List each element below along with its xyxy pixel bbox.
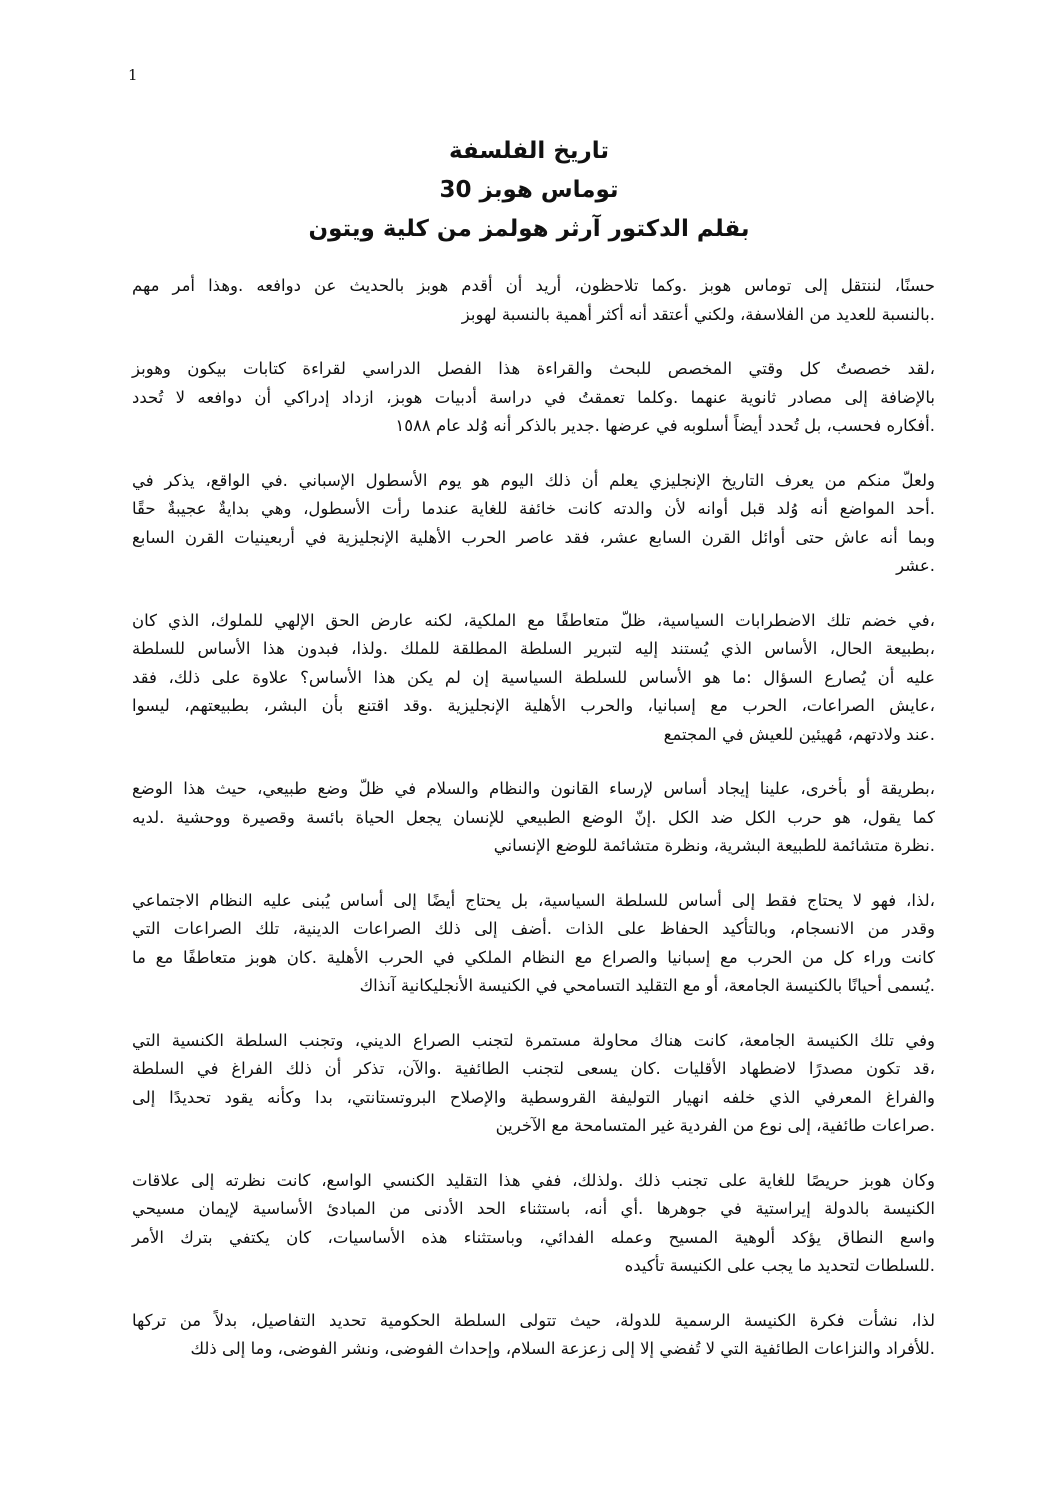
- paragraph-line: .يُسمى أحيانًا بالكنيسة الجامعة، أو مع التقليد التسامحي في الكنيسة الأنجليكانية آنذاك: [359, 976, 935, 995]
- paragraph-line: ،لقد خصصتُ كل وقتي المخصص للبحث والقراءة هذا الفصل الدراسي لقراءة كتابات بيكون وهوبز: [132, 359, 935, 378]
- paragraph-line: حسنًا، لننتقل إلى توماس هوبز .وكما تلاحظون، أريد أن أقدم هوبز بالحديث عن دوافعه .وهذا أمر مهم: [132, 276, 935, 295]
- paragraph-line: .صراعات طائفية، إلى نوع من الفردية غير المتسامحة مع الآخرين: [495, 1116, 935, 1135]
- paragraph: [132, 775, 935, 861]
- paragraph-line: ،بطبيعة الحال، الأساس الذي يُستند إليه لتبرير السلطة المطلقة للملك .ولذا، فبدون هذا الأساس للسلطة: [132, 639, 935, 658]
- paragraph-line: كما يقول، هو حرب الكل ضد الكل .إنّ الوضع الطبيعي للإنسان يجعل الحياة بائسة وقصيرة ووحشية .لديه: [132, 807, 935, 827]
- paragraph: [132, 355, 935, 441]
- paragraph-line: كانت وراء كل من الحرب مع إسبانيا والصراع مع النظام الملكي في الحرب الأهلية .كان هوبز متعاطفًا مع ما: [132, 947, 935, 967]
- paragraph-line: .أفكاره فحسب، بل تُحدد أيضاً أسلوبه في عرضها .جدير بالذكر أنه وُلد عام ١٥٨٨: [395, 416, 935, 435]
- document-body: [132, 272, 935, 1390]
- paragraph-line: .بالنسبة للعديد من الفلاسفة، ولكني أعتقد أنه أكثر أهمية بالنسبة لهوبز: [461, 304, 935, 324]
- page-number: 1: [128, 66, 138, 84]
- paragraph: [132, 1027, 935, 1141]
- paragraph-line: .للأفراد والنزاعات الطائفية التي لا تُفضي إلا إلى زعزعة السلام، وإحداث الفوضى، ونشر الفوضى، وما إلى ذلك: [190, 1339, 935, 1358]
- paragraph-line: .عشر: [896, 556, 935, 575]
- paragraph-line: وقدر من الانسجام، وبالتأكيد الحفاظ على الذات .أضف إلى ذلك الصراعات الدينية، تلك الصراعات التي: [132, 919, 935, 938]
- paragraph-line: وكان هوبز حريصًا للغاية على تجنب ذلك .ولذلك، ففي هذا التقليد الكنسي الواسع، كانت نظرته إلى علاقات: [132, 1170, 935, 1190]
- paragraph-line: ولعلّ منكم من يعرف التاريخ الإنجليزي يعلم أن ذلك اليوم هو يوم الأسطول الإسباني .في الواقع، يذكر في: [132, 470, 935, 490]
- paragraph-line: .أحد المواضع أنه وُلد قبل أوانه لأن والدته كانت خائفة للغاية عندما رأت الأسطول، وهي بدايةٌ عجيبةٌ حقًا: [132, 499, 935, 518]
- paragraph-line: ،في خضم تلك الاضطرابات السياسية، ظلّ متعاطفًا مع الملكية، لكنه عارض الحق الإلهي للملوك، الذي كان: [132, 610, 935, 630]
- document-author: بقلم الدكتور آرثر هولمز من كلية ويتون: [308, 216, 750, 242]
- paragraph-line: ،بطريقة أو بأخرى، علينا إيجاد أساس لإرساء القانون والنظام والسلام في ظلّ وضع طبيعي، حيث هذا الوضع: [132, 779, 935, 798]
- paragraph-line: ،لذا، فهو لا يحتاج فقط إلى أساس للسلطة السياسية، بل يحتاج أيضًا إلى أساس يُبنى عليه النظام الاجتماعي: [132, 890, 935, 910]
- paragraph: [132, 1167, 935, 1281]
- paragraph-line: بالإضافة إلى مصادر ثانوية عنهما .وكلما تعمقتُ في دراسة أدبيات هوبز، ازداد إدراكي أن دوافعه لا تُحدد: [132, 387, 935, 407]
- paragraph-line: الكنيسة بالدولة إيراستية في جوهرها .أي أنه، باستثناء الحد الأدنى من المبادئ الأساسية لإيمان مسيحي: [132, 1199, 935, 1218]
- paragraph-line: .نظرة متشائمة للطبيعة البشرية، ونظرة متشائمة للوضع الإنساني: [493, 836, 935, 855]
- paragraph: [132, 887, 935, 1001]
- paragraph-line: ،قد تكون مصدرًا لاضطهاد الأقليات .كان يسعى لتجنب الطائفية .والآن، تذكر أن ذلك الفراغ في السلطة: [132, 1059, 935, 1078]
- paragraph-line: عليه أن يُصارع السؤال :ما هو الأساس للسلطة السياسية إن لم يكن هذا الأساس؟ علاوة على ذلك، فقد: [132, 667, 935, 687]
- paragraph-line: وبما أنه عاش حتى أوائل القرن السابع عشر، فقد عاصر الحرب الأهلية الإنجليزية في أربعينيات القرن السابع: [132, 527, 935, 547]
- paragraph-line: واسع النطاق يؤكد ألوهية المسيح وعمله الفدائي، وباستثناء هذه الأساسيات، كان يكتفي بترك الأمر: [132, 1227, 935, 1247]
- paragraph-line: ،عايش الصراعات، الحرب مع إسبانيا، والحرب الأهلية الإنجليزية .وقد اقتنع بأن البشر، بطبيعتهم، ليسوا: [132, 696, 935, 715]
- document-subtitle: توماس هوبز 30: [439, 177, 619, 203]
- paragraph-line: والفراغ المعرفي الذي خلفه انهيار التوليفة القروسطية والإصلاح البروتستانتي، بدا وكأنه يقود تحديدًا إلى: [132, 1087, 935, 1107]
- paragraph-line: .عند ولادتهم، مُهيئين للعيش في المجتمع: [663, 724, 935, 744]
- paragraph-line: .للسلطات لتحديد ما يجب على الكنيسة تأكيده: [624, 1256, 935, 1275]
- document-title: تاريخ الفلسفة: [448, 138, 610, 164]
- document-title-block: [0, 132, 1058, 249]
- paragraph: [132, 467, 935, 581]
- paragraph-line: وفي تلك الكنيسة الجامعة، كانت هناك محاولة مستمرة لتجنب الصراع الديني، وتجنب السلطة الكنسية التي: [132, 1030, 935, 1050]
- paragraph: [132, 1307, 935, 1364]
- paragraph: [132, 272, 935, 329]
- paragraph: [132, 607, 935, 750]
- paragraph-line: لذا، نشأت فكرة الكنيسة الرسمية للدولة، حيث تتولى السلطة الحكومية تحديد التفاصيل، بدلاً من تركها: [132, 1310, 935, 1330]
